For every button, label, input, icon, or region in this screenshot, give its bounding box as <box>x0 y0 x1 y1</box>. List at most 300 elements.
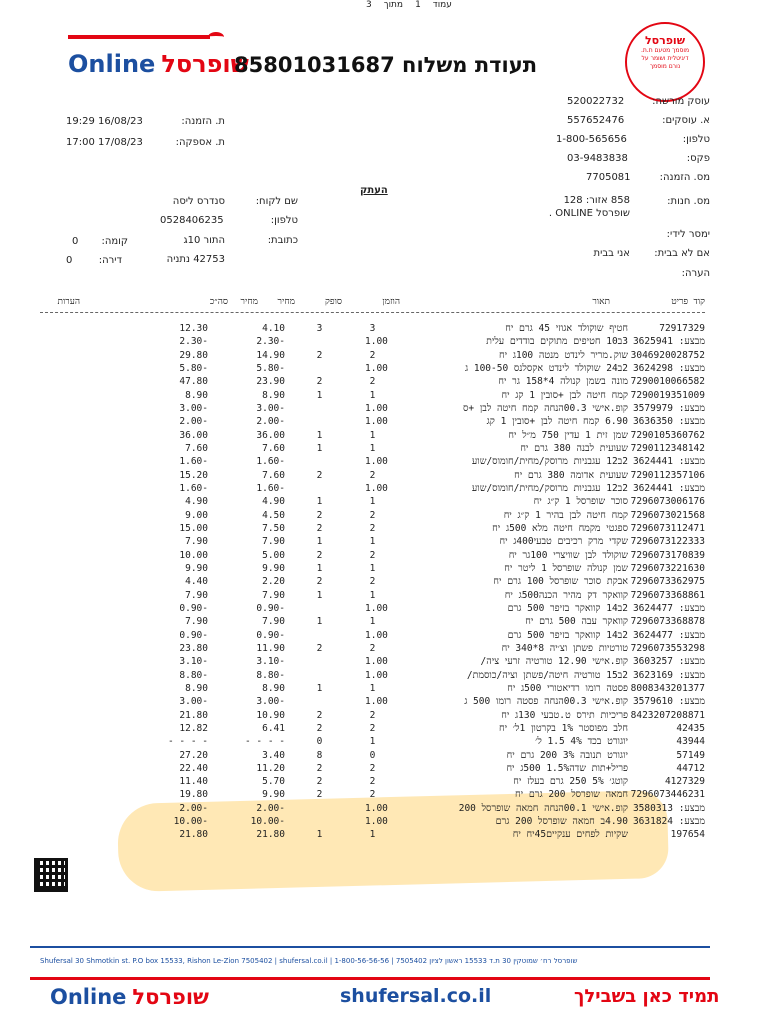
floor-value: 0 <box>72 236 79 247</box>
table-row <box>40 735 705 748</box>
row-ordered: 2 <box>369 776 376 788</box>
row-price: 5.80- <box>256 362 285 374</box>
customer-phone-value: 0528406235 <box>160 215 224 226</box>
row-description: חטיף שוקולד אגוזי 45 גרם יח <box>505 323 628 334</box>
deliver-to-label: ימסר לידי: <box>666 229 710 240</box>
row-item-code: מבצע: 3624477 <box>632 602 705 614</box>
table-row <box>40 682 705 695</box>
footer-logo <box>50 985 209 1009</box>
row-price: 7.90 <box>262 536 285 548</box>
row-supplied: 1 <box>316 389 323 401</box>
row-price: 4.10 <box>262 323 285 334</box>
customer-name-value: סנדרס ליסה <box>172 196 225 207</box>
address-label: כתובת: <box>267 235 298 246</box>
table-row <box>40 549 705 562</box>
floor-label: קומה: <box>101 236 128 247</box>
row-price: - - - - <box>244 736 285 748</box>
row-price: 5.00 <box>262 549 285 561</box>
table-row <box>40 522 705 535</box>
row-total: 12.82 <box>179 722 208 734</box>
row-total: 47.80 <box>179 376 208 388</box>
table-row <box>40 389 705 402</box>
row-ordered: 0 <box>369 749 376 761</box>
row-description: 4.90ב חמאה שופרסל 200 גרם <box>495 816 628 828</box>
table-row <box>40 695 705 708</box>
table-row <box>40 375 705 388</box>
row-price: 2.30- <box>256 336 285 348</box>
table-row <box>40 535 705 548</box>
row-total: 10.00- <box>173 816 208 828</box>
row-item-code: מבצע: 3624298 <box>632 362 705 374</box>
row-description: פריל+תות שדה1.5% 500ג יח <box>506 762 628 774</box>
row-total: 7.90 <box>185 536 208 548</box>
row-price: 3.10- <box>256 656 285 668</box>
if-absent-value: אני בבית <box>593 248 630 259</box>
row-ordered: 2 <box>369 722 376 734</box>
page-number: 1 <box>415 0 421 10</box>
row-item-code: 42435 <box>676 722 705 734</box>
row-ordered: 2 <box>369 709 376 721</box>
stamp-brand: שופרסל <box>644 34 686 47</box>
row-ordered: 1.00 <box>365 696 388 708</box>
table-row <box>40 482 705 495</box>
table-row <box>40 589 705 602</box>
row-ordered: 1 <box>369 616 376 628</box>
row-item-code: מבצע: 3624441 <box>632 456 705 468</box>
row-ordered: 1 <box>369 562 376 574</box>
header-price-b: מחיר <box>277 297 295 307</box>
row-total: 15.20 <box>179 469 208 481</box>
row-ordered: 2 <box>369 469 376 481</box>
row-price: 7.90 <box>262 589 285 601</box>
row-description: 6.90 קמח חיטה לבן +סובין 1 קג <box>486 416 628 428</box>
row-item-code: מבצע: 3579610 <box>632 696 705 708</box>
row-ordered: 1.00 <box>365 656 388 668</box>
table-row <box>40 802 705 815</box>
row-ordered: 1.00 <box>365 816 388 828</box>
row-item-code: מבצע: 3580313 <box>632 802 705 814</box>
row-price: 14.90 <box>256 349 285 361</box>
row-price: 2.00- <box>256 802 285 814</box>
row-total: 1.60- <box>179 482 208 494</box>
row-total: 29.80 <box>179 349 208 361</box>
row-description: חמאה שופרסל 200 גרם יח <box>515 789 628 801</box>
row-total: 22.40 <box>179 762 208 774</box>
table-row <box>40 655 705 668</box>
row-price: 7.50 <box>262 522 285 534</box>
table-row <box>40 495 705 508</box>
licensed-value: 520022732 <box>567 96 625 107</box>
row-ordered: 2 <box>369 549 376 561</box>
order-number-label: מס. הזמנה: <box>659 172 710 183</box>
if-absent-label: אם לא בבית: <box>654 248 710 259</box>
row-supplied: 2 <box>316 522 323 534</box>
table-row <box>40 722 705 735</box>
row-ordered: 1.00 <box>365 402 388 414</box>
row-ordered: 1 <box>369 736 376 748</box>
row-item-code: 7296073170839 <box>630 549 705 561</box>
row-item-code: 7296073112471 <box>630 522 705 534</box>
of-label: מתוך <box>383 0 404 10</box>
row-ordered: 2 <box>369 509 376 521</box>
row-price: 23.90 <box>256 376 285 388</box>
row-supplied: 2 <box>316 549 323 561</box>
row-item-code: 7296073122333 <box>630 536 705 548</box>
row-total: 1.60- <box>179 456 208 468</box>
row-item-code: 7290105360762 <box>630 429 705 441</box>
table-row <box>40 669 705 682</box>
row-item-code: 7296073553298 <box>630 642 705 654</box>
row-price: 6.41 <box>262 722 285 734</box>
header-item-code: קוד פריט <box>671 297 705 307</box>
qr-code <box>34 858 68 892</box>
row-ordered: 1 <box>369 442 376 454</box>
row-total: 7.90 <box>185 589 208 601</box>
row-description: שוקולד לבן שוויצרי 100גר יח <box>508 549 628 561</box>
row-ordered: 1 <box>369 496 376 508</box>
row-supplied: 1 <box>316 682 323 694</box>
row-supplied: 8 <box>316 749 323 761</box>
order-date-label: ת. הזמנה: <box>181 116 225 127</box>
apartment-label: דירה: <box>98 255 122 266</box>
row-description: שמן קנולה שופרסל 1 ליטר יח <box>504 562 628 574</box>
row-supplied: 1 <box>316 829 323 841</box>
row-item-code: 7290019351009 <box>630 389 705 401</box>
row-price: 0.90- <box>256 602 285 614</box>
table-row <box>40 469 705 482</box>
row-total: 8.90 <box>185 389 208 401</box>
header-notes: הערות <box>57 297 80 307</box>
row-description: יוגורט בכד 4% 1.5 ל׳ <box>535 736 628 748</box>
fax-label: פקס: <box>686 153 710 164</box>
row-total: 10.00 <box>179 549 208 561</box>
table-row <box>40 615 705 628</box>
copy-label: העתק <box>360 185 388 196</box>
licensed-label: עוסק מורשה: <box>652 96 710 107</box>
table-row <box>40 562 705 575</box>
row-price: 3.40 <box>262 749 285 761</box>
footer-website[interactable]: shufersal.co.il <box>340 985 492 1007</box>
row-ordered: 1.00 <box>365 602 388 614</box>
row-price: 5.70 <box>262 776 285 788</box>
row-total: 0.90- <box>179 629 208 641</box>
row-item-code: 7296073368861 <box>630 589 705 601</box>
row-ordered: 2 <box>369 642 376 654</box>
page-total: 3 <box>366 0 372 10</box>
logo-online-text: Online <box>68 50 156 78</box>
remark-label: הערה: <box>681 268 710 279</box>
page-indicator <box>360 0 458 10</box>
row-price: 21.80 <box>256 829 285 841</box>
items-table-header <box>40 296 705 310</box>
row-item-code: מבצע: 3636350 <box>632 416 705 428</box>
row-description: פריכיות תירס ט.טבעי 130ג יח <box>501 709 628 721</box>
table-row <box>40 762 705 775</box>
row-item-code: 57149 <box>676 749 705 761</box>
row-description: שעועית אדומה 380 גרם יח <box>514 469 628 481</box>
footer-logo-hebrew: שופרסל <box>132 985 209 1009</box>
row-ordered: 2 <box>369 762 376 774</box>
row-description: 2ב14 קוואקר בזיפר 500 גרם <box>507 602 628 614</box>
row-description: שמן זית 1 עדין 750 מ״ל יח <box>508 429 628 441</box>
row-item-code: 7290010066582 <box>630 376 705 388</box>
row-ordered: 1.00 <box>365 416 388 428</box>
row-total: 21.80 <box>179 829 208 841</box>
row-price: 2.20 <box>262 576 285 588</box>
table-row <box>40 509 705 522</box>
table-row <box>40 749 705 762</box>
phone-value: 1-800-565656 <box>556 134 627 145</box>
row-item-code: מבצע: 3631824 <box>632 816 705 828</box>
row-supplied: 3 <box>316 323 323 334</box>
brand-bar-curve <box>208 32 224 42</box>
row-total: 0.90- <box>179 602 208 614</box>
phone-label: טלפון: <box>682 134 710 145</box>
table-row <box>40 362 705 375</box>
row-item-code: מבצע: 3579979 <box>632 402 705 414</box>
row-total: 3.10- <box>179 656 208 668</box>
row-ordered: 1 <box>369 429 376 441</box>
header-total: סה״כ <box>209 297 228 307</box>
row-ordered: 1 <box>369 829 376 841</box>
row-description: קופ.אישי 12.90 טורטיה זרעי ציה/ <box>480 656 628 668</box>
table-row <box>40 442 705 455</box>
row-price: 4.50 <box>262 509 285 521</box>
row-price: 8.80- <box>256 669 285 681</box>
row-description: קמח חיטה לבן +סובין 1 קג יח <box>501 389 628 401</box>
store-label: מס. חנות: <box>667 196 710 207</box>
header-description: תאור <box>592 297 610 307</box>
table-row <box>40 322 705 335</box>
row-item-code: מבצע: 3624477 <box>632 629 705 641</box>
row-description: סוכר שופרסל 1 ק״ג יח <box>533 496 628 508</box>
supply-date-value: 17:00 17/08/23 <box>66 137 143 148</box>
row-total: 5.80- <box>179 362 208 374</box>
row-total: 8.80- <box>179 669 208 681</box>
stamp-text: מוסמך מטעם ת.ת. דיגיטלית ושומר על נורם מוסמך <box>640 47 690 70</box>
row-item-code: 44712 <box>676 762 705 774</box>
table-row <box>40 455 705 468</box>
row-price: 36.00 <box>256 429 285 441</box>
row-description: 2ב15 טורטיה חיטה/פשתן וציה/כוסמת/ <box>466 669 628 681</box>
row-ordered: 1 <box>369 536 376 548</box>
row-total: 4.40 <box>185 576 208 588</box>
row-ordered: 2 <box>369 349 376 361</box>
row-price: 9.90 <box>262 789 285 801</box>
partners-label: א. עוסקים: <box>662 115 710 126</box>
table-row <box>40 429 705 442</box>
table-row <box>40 815 705 828</box>
row-description: 2ב12 עגבניות מרוסק/מחית/חומוס/שוע <box>471 482 628 494</box>
footer-slogan: תמיד כאן בשבילך <box>574 986 720 1007</box>
row-description: קופ.אישי 00.1הנחה חמאה שופרסל 200 <box>458 802 628 814</box>
row-description: יוגורט תנובה 3% 200 גרם יח <box>506 749 628 761</box>
row-item-code: 7296073368878 <box>630 616 705 628</box>
row-price: 0.90- <box>256 629 285 641</box>
row-description: חלב מפוסטר 1% בקרטון 1ל׳ יח <box>499 722 628 734</box>
row-description: 2ב24 שוקולד לינדט אקסלנס 100-50 ג <box>465 362 628 374</box>
row-ordered: 1 <box>369 389 376 401</box>
row-supplied: 1 <box>316 562 323 574</box>
row-ordered: 1.00 <box>365 629 388 641</box>
row-item-code: 7296073362975 <box>630 576 705 588</box>
row-price: 3.00- <box>256 402 285 414</box>
row-description: 3ב10 חטיפים מתוקים בודדים עלית <box>486 336 628 348</box>
row-total: 15.00 <box>179 522 208 534</box>
row-total: 3.00- <box>179 402 208 414</box>
footer-logo-online: Online <box>50 985 127 1009</box>
table-row <box>40 335 705 348</box>
header-price-a: מחיר <box>240 297 258 307</box>
apartment-value: 0 <box>66 255 73 266</box>
row-ordered: 1 <box>369 589 376 601</box>
row-supplied: 2 <box>316 709 323 721</box>
row-supplied: 2 <box>316 762 323 774</box>
row-price: 2.00- <box>256 416 285 428</box>
row-item-code: 7296073446231 <box>630 789 705 801</box>
row-item-code: 3046920028752 <box>630 349 705 361</box>
row-ordered: 2 <box>369 576 376 588</box>
row-item-code: 72917329 <box>659 323 705 334</box>
row-supplied: 2 <box>316 642 323 654</box>
row-ordered: 1.00 <box>365 802 388 814</box>
row-total: 11.40 <box>179 776 208 788</box>
row-price: 7.60 <box>262 442 285 454</box>
fax-value: 03-9483838 <box>567 153 628 164</box>
certification-stamp <box>625 22 705 102</box>
row-ordered: 1.00 <box>365 482 388 494</box>
row-supplied: 0 <box>316 736 323 748</box>
row-supplied: 2 <box>316 469 323 481</box>
row-description: שעועית לבנה 380 גרם יח <box>520 442 628 454</box>
table-row <box>40 349 705 362</box>
order-date-value: 19:29 16/08/23 <box>66 116 143 127</box>
brand-bar <box>68 35 210 39</box>
header-ordered: הוזמן <box>382 297 400 307</box>
row-price: 11.90 <box>256 642 285 654</box>
row-description: טורטיות פשתן וצ׳יה 8*340 יח <box>501 642 628 654</box>
row-supplied: 1 <box>316 496 323 508</box>
row-description: אבקת סוכר שופרסל 100 גרם יח <box>493 576 628 588</box>
row-item-code: 8423207208871 <box>630 709 705 721</box>
row-item-code: מבצע: 3623169 <box>632 669 705 681</box>
row-item-code: מבצע: 3625941 <box>632 336 705 348</box>
row-total: 9.90 <box>185 562 208 574</box>
row-description: קוואקר עבה 500 גרם יח <box>525 616 628 628</box>
row-total: - - - - <box>167 736 208 748</box>
row-supplied: 2 <box>316 349 323 361</box>
row-price: 3.00- <box>256 696 285 708</box>
logo-hebrew-text: שופרסל <box>161 50 249 78</box>
row-description: מונה בשמן קנולה 4*158 גר יח <box>498 376 628 388</box>
row-price: 4.90 <box>262 496 285 508</box>
table-row <box>40 402 705 415</box>
row-total: 36.00 <box>179 429 208 441</box>
row-price: 11.20 <box>256 762 285 774</box>
footer-address: Shufersal 30 Shmotkin st. P.O box 15533, Rishon Le-Zion 7505402 | shufersal.co.il | 1-800-56-56-56 | 7505402 שופרסל רח׳ שמוטקין 30 ת.ד 15533 ראשון לציון <box>40 957 578 965</box>
store-name: שופרסל ONLINE . <box>548 208 630 219</box>
row-total: 7.90 <box>185 616 208 628</box>
row-ordered: 1.00 <box>365 336 388 348</box>
row-total: 9.00 <box>185 509 208 521</box>
row-total: 12.30 <box>179 323 208 334</box>
row-description: 2ב14 קוואקר בזיפר 500 גרם <box>507 629 628 641</box>
row-item-code: 7296073006176 <box>630 496 705 508</box>
row-total: 7.60 <box>185 442 208 454</box>
row-ordered: 1.00 <box>365 669 388 681</box>
row-supplied: 2 <box>316 509 323 521</box>
row-price: 7.60 <box>262 469 285 481</box>
row-item-code: 7296073021568 <box>630 509 705 521</box>
table-row <box>40 788 705 801</box>
row-ordered: 1 <box>369 682 376 694</box>
row-ordered: 2 <box>369 522 376 534</box>
row-price: 10.90 <box>256 709 285 721</box>
row-total: 2.00- <box>179 416 208 428</box>
row-supplied: 1 <box>316 442 323 454</box>
row-total: 23.80 <box>179 642 208 654</box>
row-price: 7.90 <box>262 616 285 628</box>
row-item-code: 4127329 <box>664 776 705 788</box>
row-description: קופ.אישי 00.3הנחה קמח חיטה לבן +ס <box>463 402 628 414</box>
customer-phone-label: טלפון: <box>270 215 298 226</box>
header-divider <box>40 312 705 313</box>
row-description: שקדי מרק רכיבים טבעי400ג יח <box>499 536 628 548</box>
row-price: 8.90 <box>262 389 285 401</box>
address-line2: 42753 נתניה <box>166 254 225 265</box>
shufersal-online-logo <box>68 50 249 78</box>
table-row <box>40 828 705 841</box>
row-item-code: 7290112357106 <box>630 469 705 481</box>
row-item-code: מבצע: 3624441 <box>632 482 705 494</box>
row-item-code: 7296073221630 <box>630 562 705 574</box>
row-supplied: 2 <box>316 789 323 801</box>
row-total: 27.20 <box>179 749 208 761</box>
supply-date-label: ת. אספקה: <box>175 137 225 148</box>
row-ordered: 1.00 <box>365 456 388 468</box>
row-description: קוואקר דק מהיר הכנה500ג יח <box>504 589 628 601</box>
row-item-code: 43944 <box>676 736 705 748</box>
customer-name-label: שם לקוח: <box>255 196 298 207</box>
partners-value: 557652476 <box>567 115 625 126</box>
row-total: 2.00- <box>179 802 208 814</box>
row-description: קמח חיטה לבן בהיר 1 ק״ג יח <box>503 509 628 521</box>
row-description: ספגטי מקמח חיטה מלא 500ג יח <box>492 522 628 534</box>
row-price: 8.90 <box>262 682 285 694</box>
table-row <box>40 709 705 722</box>
row-price: 1.60- <box>256 456 285 468</box>
row-total: 19.80 <box>179 789 208 801</box>
row-description: שוק.מריר לינדט מנטה 100ג יח <box>499 349 628 361</box>
store-value: 858 אזור: 128 <box>563 195 630 206</box>
row-item-code: 8008343201377 <box>630 682 705 694</box>
row-supplied: 1 <box>316 589 323 601</box>
row-ordered: 2 <box>369 789 376 801</box>
row-total: 4.90 <box>185 496 208 508</box>
table-row <box>40 415 705 428</box>
row-price: 1.60- <box>256 482 285 494</box>
row-supplied: 1 <box>316 429 323 441</box>
row-description: פסטה רומו רדיאטורי 500ג יח <box>507 682 628 694</box>
row-description: שקיות לפחים ענקיים45יח יח <box>512 829 628 841</box>
row-price: 9.90 <box>262 562 285 574</box>
row-supplied: 1 <box>316 616 323 628</box>
row-total: 21.80 <box>179 709 208 721</box>
row-price: 10.00- <box>250 816 285 828</box>
table-row <box>40 602 705 615</box>
row-item-code: 197654 <box>670 829 705 841</box>
row-total: 3.00- <box>179 696 208 708</box>
